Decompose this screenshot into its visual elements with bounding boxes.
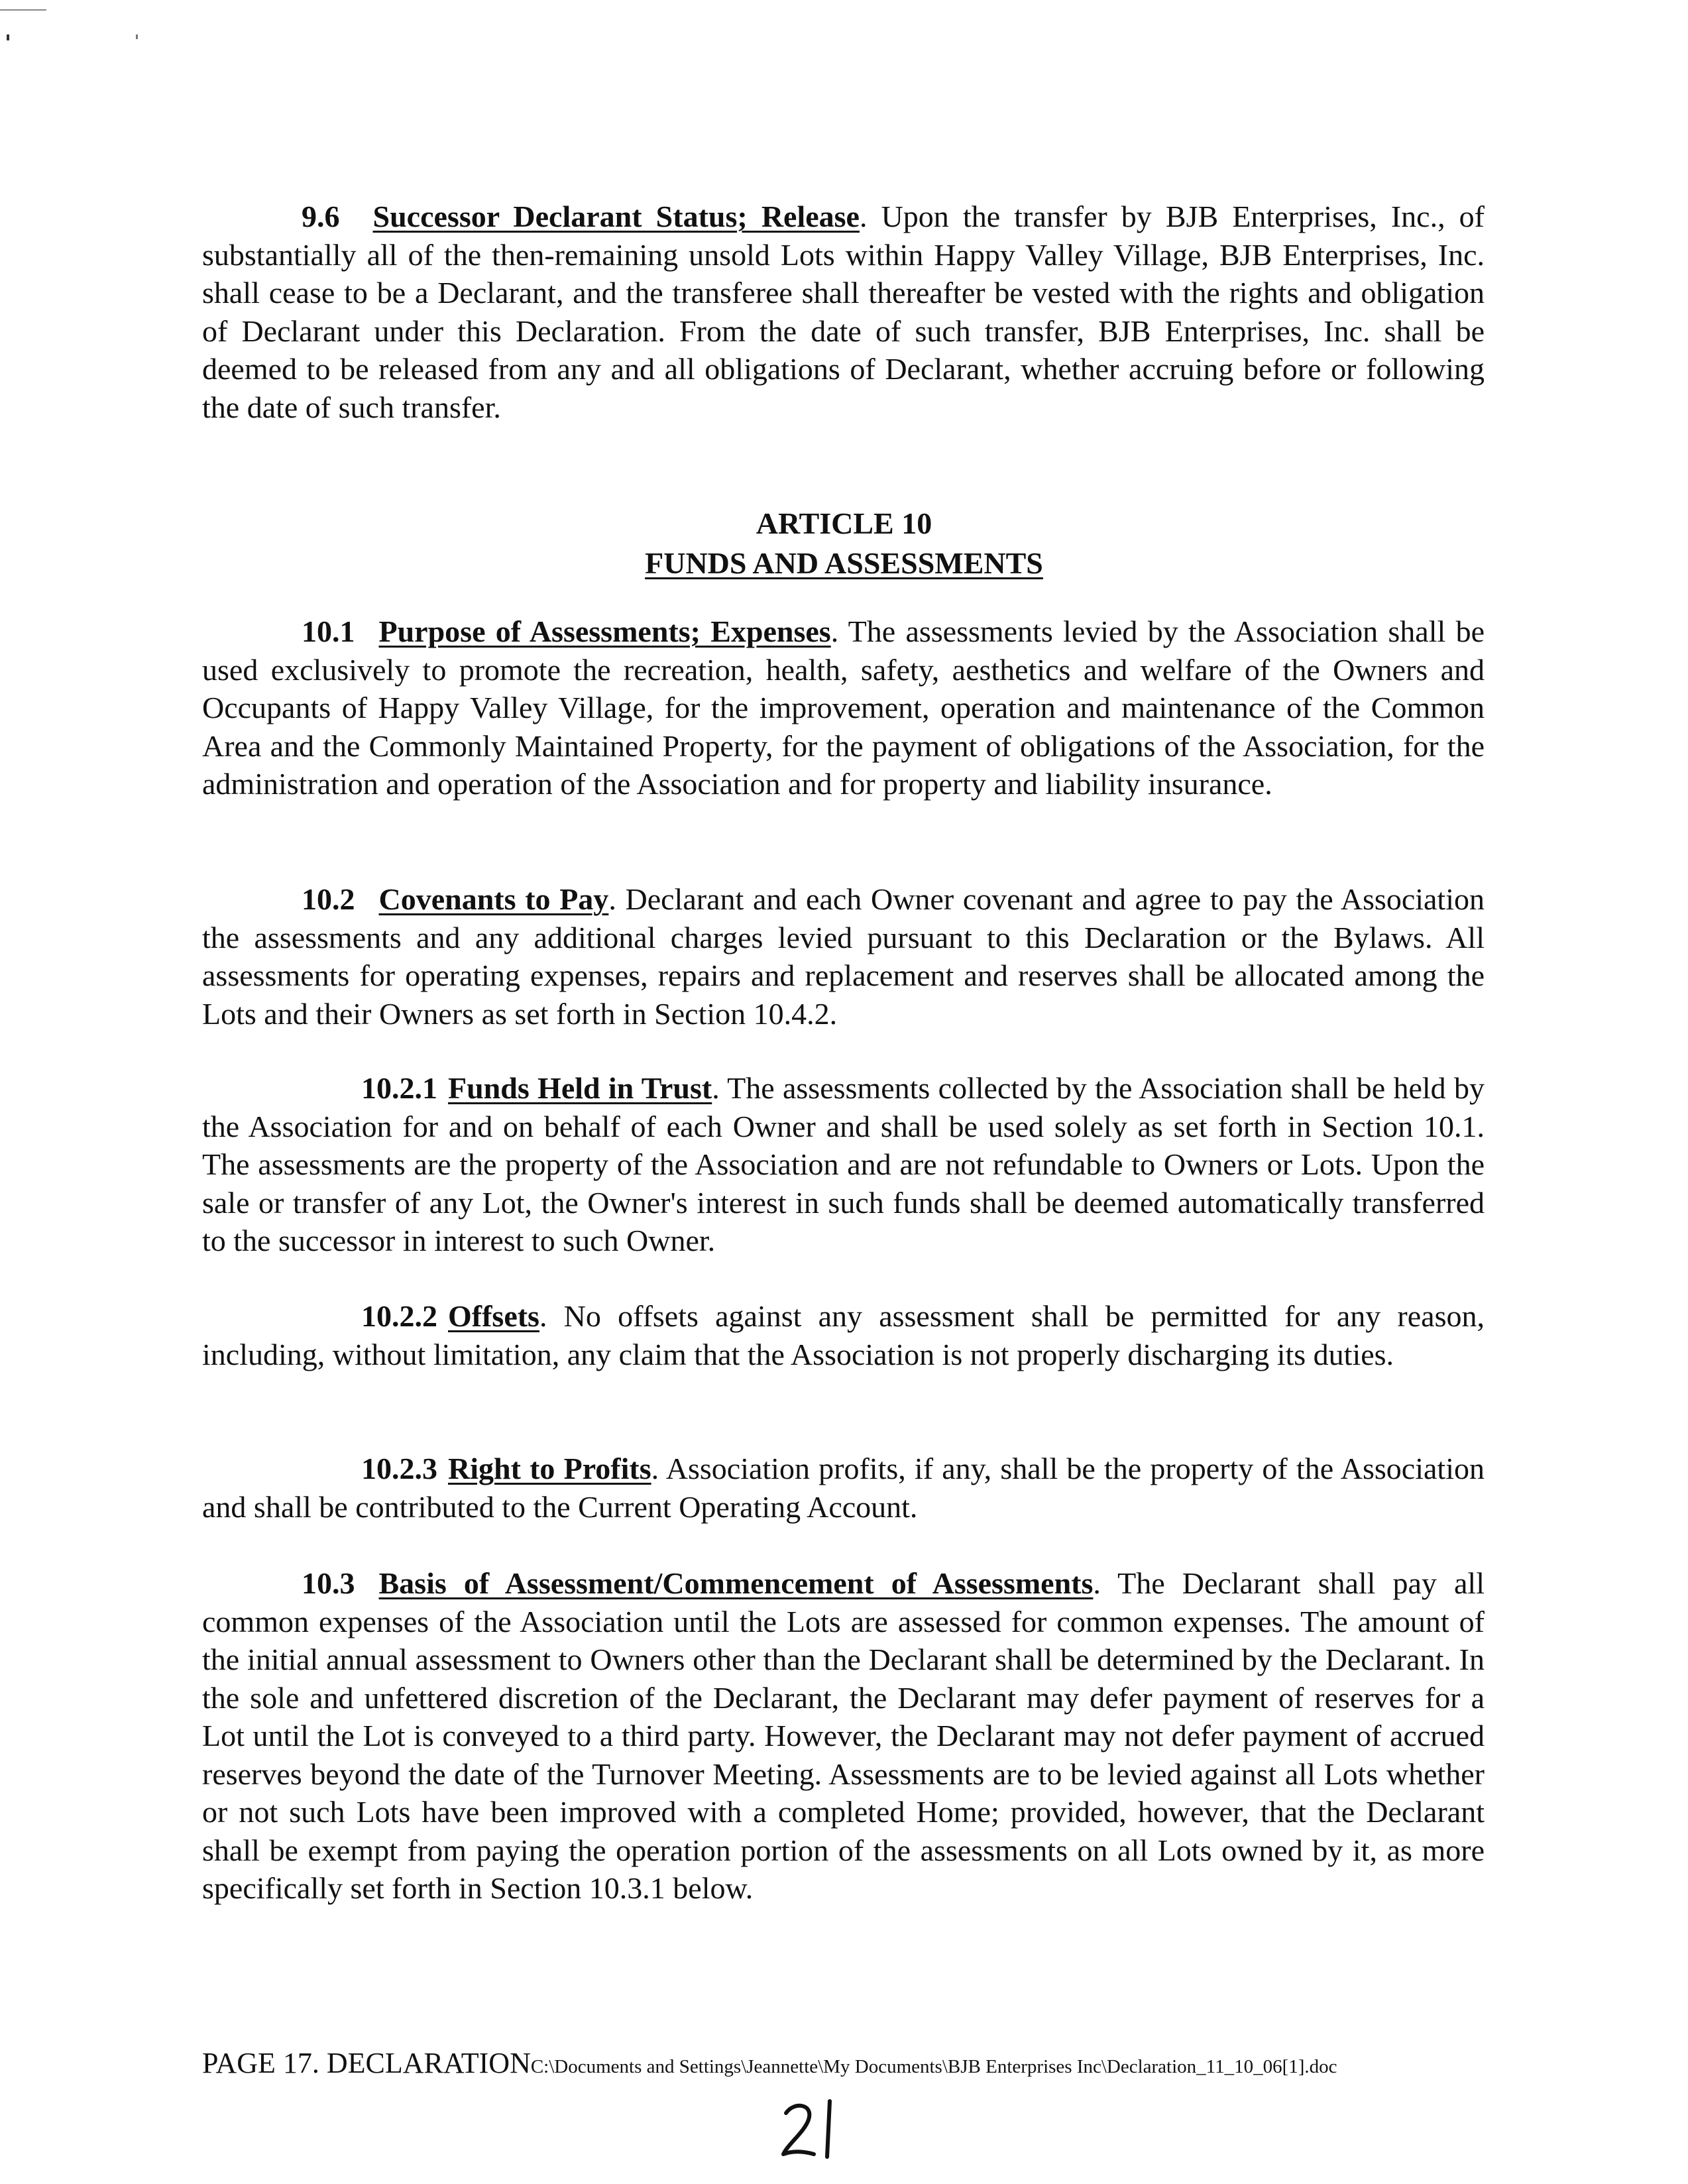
section-heading: Right to Profits — [448, 1452, 651, 1485]
section-text: . The assessments collected by the Association shall be held by the Association for and on behalf of each Owner and shall be used solely as set forth in Section 10.1. The assessments are the property of the Association and are not refundable to Owners or Lots. Upon the sale or transfer of any Lot, the Owner's interest in such funds shall be deemed automatically transferred to the successor in interest to such Owner. — [202, 1071, 1485, 1257]
section-9-6 — [202, 198, 1485, 426]
section-10-2-2 — [202, 1297, 1485, 1373]
section-heading: Purpose of Assessments; Expenses — [378, 614, 831, 648]
article-subtitle: FUNDS AND ASSESSMENTS — [645, 546, 1043, 580]
scan-artifact-dot — [7, 34, 9, 40]
section-number: 10.2.3 — [361, 1452, 437, 1485]
section-text: . The assessments levied by the Association shall be used exclusively to promote the recreation, health, safety, aesthetics and welfare of the Owners and Occupants of Happy Valley Village, for the improvement, operation and maintenance of the Common Area and the Commonly Maintained Property, for the payment of obligations of the Association, for the administration and operation of the Association and for property and liability insurance. — [202, 614, 1485, 801]
section-10-2-1 — [202, 1069, 1485, 1260]
section-10-2 — [202, 880, 1485, 1033]
section-10-1 — [202, 612, 1485, 803]
section-text: . Upon the transfer by BJB Enterprises, Inc., of substantially all of the then-remaining unsold Lots within Happy Valley Village, BJB Enterprises, Inc. shall cease to be a Declarant, and the transferee shall thereafter be vested with the rights and obligation of Declarant under this Declaration. From the date of such transfer, BJB Enterprises, Inc. shall be deemed to be released from any and all obligations of Declarant, whether accruing before or following the date of such transfer. — [202, 200, 1485, 424]
section-number: 10.1 — [302, 614, 355, 648]
scan-artifact-line — [0, 9, 46, 11]
scan-artifact-dot — [136, 34, 138, 39]
page-footer — [202, 2045, 1521, 2085]
footer-page-label: PAGE 17. DECLARATION — [202, 2047, 531, 2079]
section-heading: Covenants to Pay — [378, 882, 609, 916]
section-number: 10.2 — [302, 882, 355, 916]
section-text: . No offsets against any assessment shall be permitted for any reason, including, without limitation, any claim that the Association is not properly discharging its duties. — [202, 1299, 1485, 1371]
section-text: . Declarant and each Owner covenant and agree to pay the Association the assessments and any additional charges levied pursuant to this Declaration or the Bylaws. All assessments for operating expenses, repairs and replacement and reserves shall be allocated among the Lots and their Owners as set forth in Section 10.4.2. — [202, 882, 1485, 1031]
section-heading: Offsets — [448, 1299, 539, 1333]
section-heading: Basis of Assessment/Commencement of Assessments — [378, 1566, 1094, 1600]
section-text: . Association profits, if any, shall be the property of the Association and shall be contributed to the Current Operating Account. — [202, 1452, 1485, 1524]
section-text: . The Declarant shall pay all common expenses of the Association until the Lots are assessed for common expenses. The amount of the initial annual assessment to Owners other than the Declarant shall be determined by the Declarant. In the sole and unfettered discretion of the Declarant, the Declarant may defer payment of reserves for a Lot until the Lot is conveyed to a third party. However, the Declarant may not defer payment of accrued reserves beyond the date of the Turnover Meeting. Assessments are to be levied against all Lots whether or not such Lots have been improved with a completed Home; provided, however, that the Declarant shall be exempt from paying the operation portion of the assessments on all Lots owned by it, as more specifically set forth in Section 10.3.1 below. — [202, 1566, 1485, 1905]
section-number: 10.2.1 — [361, 1071, 437, 1105]
section-number: 10.3 — [302, 1566, 355, 1600]
article-title: ARTICLE 10 — [756, 506, 932, 540]
section-heading: Funds Held in Trust — [448, 1071, 712, 1105]
section-number: 9.6 — [302, 200, 340, 233]
article-heading — [0, 504, 1688, 583]
section-10-3 — [202, 1564, 1485, 1908]
section-heading: Successor Declarant Status; Release — [372, 200, 860, 233]
section-number: 10.2.2 — [361, 1299, 437, 1333]
handwritten-page-number — [774, 2093, 854, 2166]
section-10-2-3 — [202, 1450, 1485, 1526]
footer-file-path: C:\Documents and Settings\Jeannette\My Documents\BJB Enterprises Inc\Declaration_11_10_06[1].doc — [530, 2056, 1337, 2077]
